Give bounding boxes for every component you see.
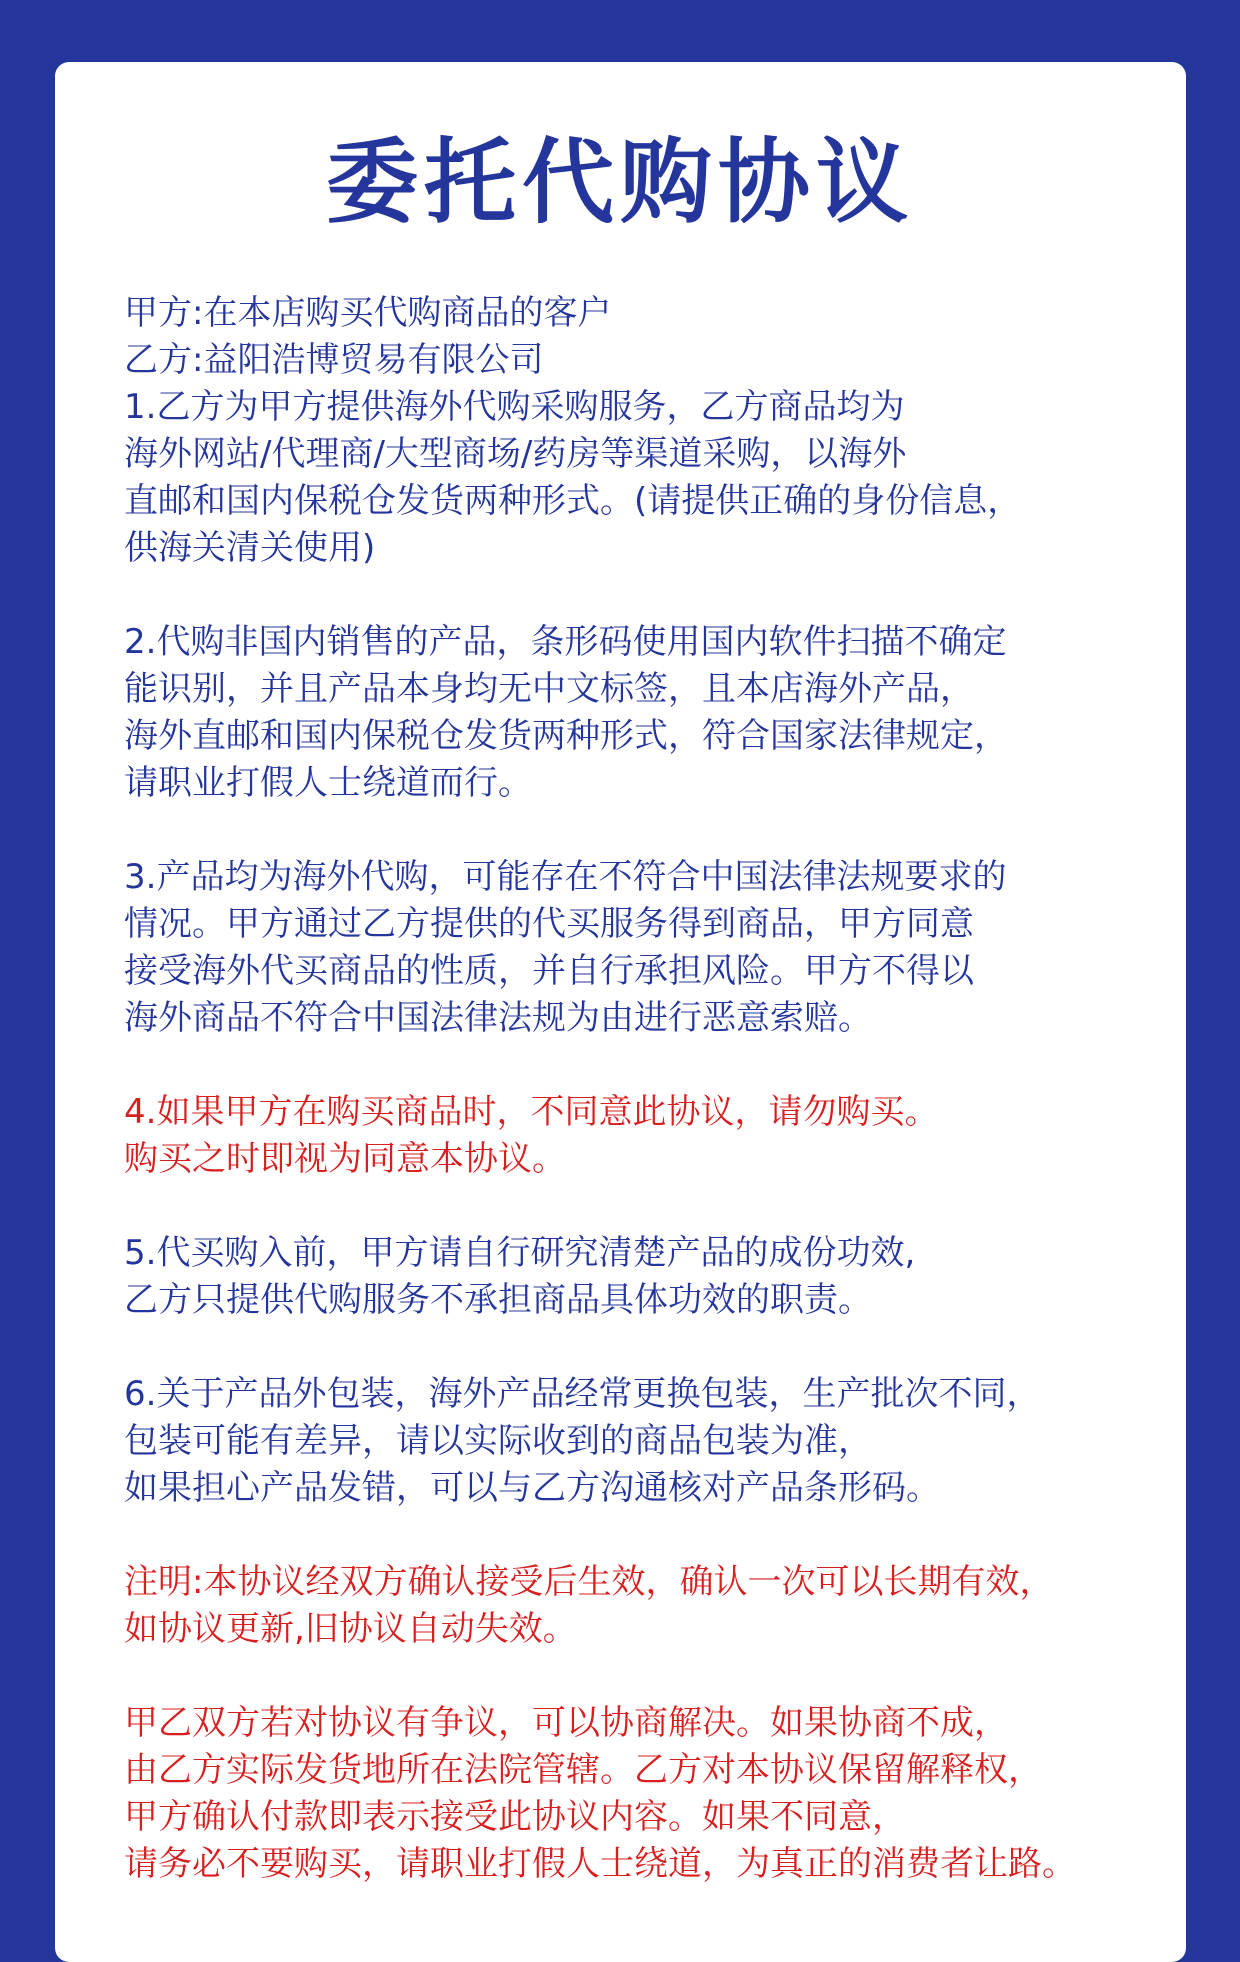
clause-line: 5.代买购入前，甲方请自行研究清楚产品的成份功效, — [124, 1233, 916, 1273]
agreement-body — [124, 290, 1164, 1888]
clause-1 — [124, 384, 1164, 572]
clause-line: 6.关于产品外包装，海外产品经常更换包装，生产批次不同， — [124, 1374, 1041, 1414]
paragraph-gap — [124, 1324, 1164, 1371]
clause-line: 接受海外代买商品的性质，并自行承担风险。甲方不得以 — [124, 951, 974, 991]
clause-line: 海外商品不符合中国法律法规为由进行恶意索赔。 — [124, 998, 872, 1038]
clause-line: 乙方只提供代购服务不承担商品具体功效的职责。 — [124, 1280, 872, 1320]
clause-line: 购买之时即视为同意本协议。 — [124, 1139, 566, 1179]
clause-line: 4.如果甲方在购买商品时，不同意此协议，请勿购买。 — [124, 1092, 939, 1132]
clause-line: 请务必不要购买，请职业打假人士绕道，为真正的消费者让路。 — [124, 1844, 1076, 1884]
clause-4-warning — [124, 1089, 1164, 1183]
clause-line: 能识别，并且产品本身均无中文标签，且本店海外产品， — [124, 669, 974, 709]
clause-line: 2.代购非国内销售的产品，条形码使用国内软件扫描不确定 — [124, 622, 1007, 662]
page-title: 委托代购协议 — [325, 129, 914, 236]
clause-line: 甲方确认付款即表示接受此协议内容。如果不同意， — [124, 1797, 906, 1837]
clause-line: 如果担心产品发错，可以与乙方沟通核对产品条形码。 — [124, 1468, 940, 1508]
dispute-warning — [124, 1700, 1164, 1888]
clause-line: 直邮和国内保税仓发货两种形式。(请提供正确的身份信息， — [124, 481, 1022, 521]
paragraph-gap — [124, 572, 1164, 619]
party-b-line: 乙方:益阳浩博贸易有限公司 — [124, 340, 544, 380]
party-a-line: 甲方:在本店购买代购商品的客户 — [124, 293, 612, 333]
paragraph-gap — [124, 1042, 1164, 1089]
clause-2 — [124, 619, 1164, 807]
paragraph-gap — [124, 1653, 1164, 1700]
clause-6 — [124, 1371, 1164, 1512]
clause-line: 如协议更新,旧协议自动失效。 — [124, 1609, 577, 1649]
parties-block — [124, 290, 1164, 384]
clause-line: 由乙方实际发货地所在法院管辖。乙方对本协议保留解释权， — [124, 1750, 1042, 1790]
clause-5 — [124, 1230, 1164, 1324]
clause-line: 1.乙方为甲方提供海外代购采购服务，乙方商品均为 — [124, 387, 905, 427]
paragraph-gap — [124, 1183, 1164, 1230]
paragraph-gap — [124, 1512, 1164, 1559]
clause-line: 海外网站/代理商/大型商场/药房等渠道采购，以海外 — [124, 434, 907, 474]
clause-line: 甲乙双方若对协议有争议，可以协商解决。如果协商不成， — [124, 1703, 1008, 1743]
note-warning — [124, 1559, 1164, 1653]
clause-line: 供海关清关使用) — [124, 528, 376, 568]
clause-3 — [124, 854, 1164, 1042]
clause-line: 包装可能有差异，请以实际收到的商品包装为准， — [124, 1421, 872, 1461]
clause-line: 3.产品均为海外代购，可能存在不符合中国法律法规要求的 — [124, 857, 1007, 897]
clause-line: 情况。甲方通过乙方提供的代买服务得到商品，甲方同意 — [124, 904, 974, 944]
clause-line: 海外直邮和国内保税仓发货两种形式，符合国家法律规定， — [124, 716, 1008, 756]
clause-line: 注明:本协议经双方确认接受后生效，确认一次可以长期有效， — [124, 1562, 1054, 1602]
paragraph-gap — [124, 807, 1164, 854]
clause-line: 请职业打假人士绕道而行。 — [124, 763, 532, 803]
